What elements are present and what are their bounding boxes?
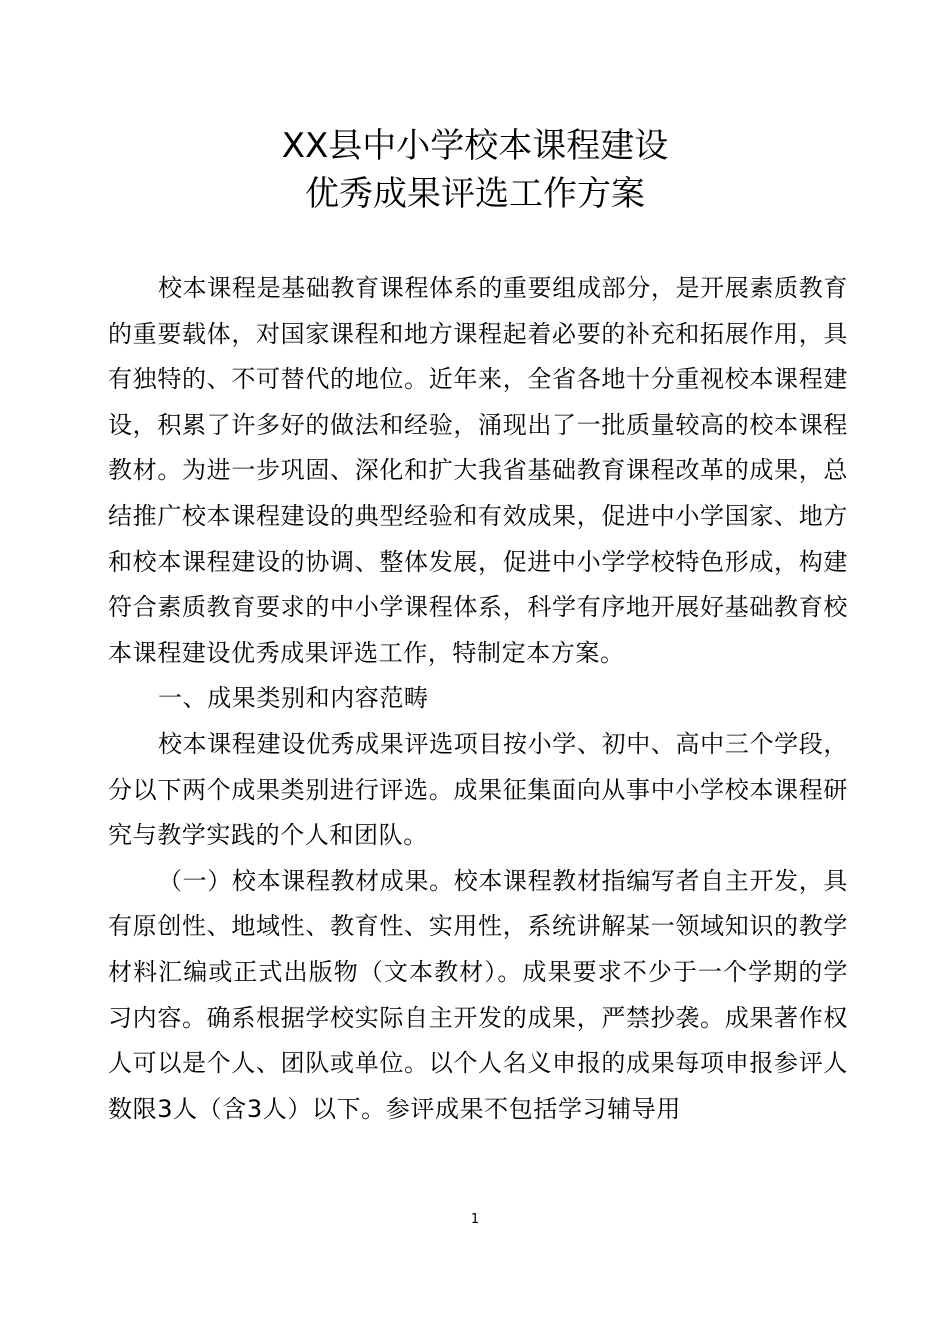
document-title — [0, 122, 950, 218]
title-line-2: 优秀成果评选工作方案 — [305, 174, 645, 214]
intro-paragraph: 校本课程是基础教育课程体系的重要组成部分，是开展素质教育的重要载体，对国家课程和地方课程起着必要的补充和拓展作用，具有独特的、不可替代的地位。近年来，全省各地十分重视校本课程建设，积累了许多好的做法和经验，涌现出了一批质量较高的校本课程教材。为进一步巩固、深化和扩大我省基础教育课程改革的成果，总结推广校本课程建设的典型经验和有效成果，促进中小学国家、地方和校本课程建设的协调、整体发展，促进中小学学校特色形成，构建符合素质教育要求的中小学课程体系，科学有序地开展好基础教育校本课程建设优秀成果评选工作，特制定本方案。 — [108, 274, 848, 667]
page-number: 1 — [470, 1212, 480, 1227]
document-body — [108, 266, 848, 1132]
subsection-1-paragraph: （一）校本课程教材成果。校本课程教材指编写者自主开发，具有原创性、地域性、教育性、实用性，系统讲解某一领域知识的教学材料汇编或正式出版物（文本教材）。成果要求不少于一个学期的学习内容。确系根据学校实际自主开发的成果，严禁抄袭。成果著作权人可以是个人、团队或单位。以个人名义申报的成果每项申报参评人数限3人（含3人）以下。参评成果不包括学习辅导用 — [108, 866, 848, 1123]
section-1-paragraph: 校本课程建设优秀成果评选项目按小学、初中、高中三个学段，分以下两个成果类别进行评选。成果征集面向从事中小学校本课程研究与教学实践的个人和团队。 — [108, 729, 848, 850]
section-heading-1: 一、成果类别和内容范畴 — [158, 684, 429, 713]
title-line-1: XX县中小学校本课程建设 — [281, 126, 669, 166]
